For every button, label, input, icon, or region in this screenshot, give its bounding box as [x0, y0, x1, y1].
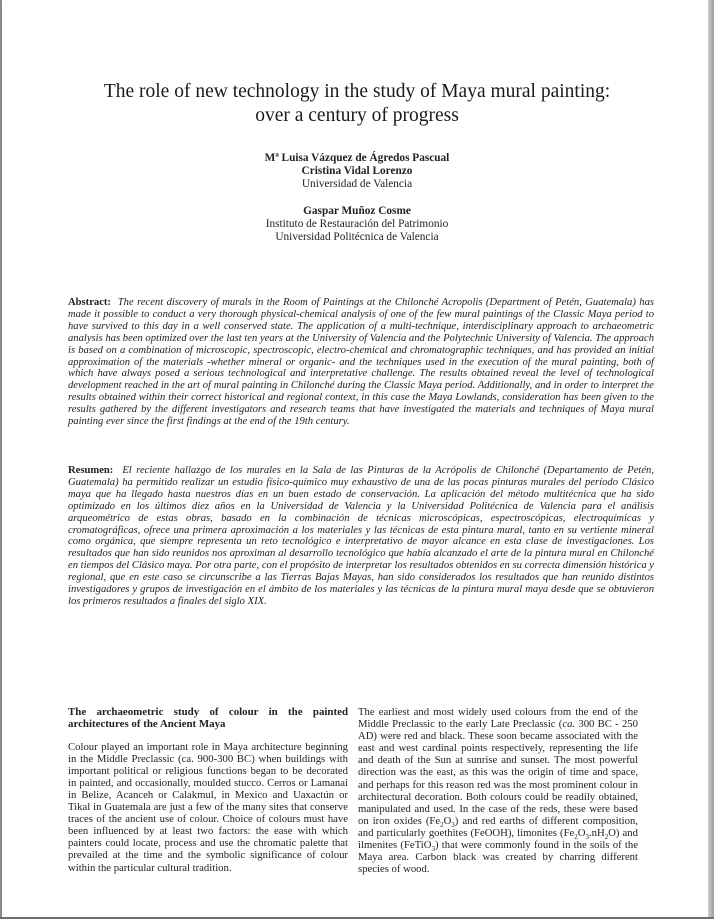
author-name: Cristina Vidal Lorenzo: [301, 165, 413, 178]
abstract-spanish: [68, 465, 654, 608]
text-run: O) and ilmenites (FeTiO: [358, 826, 638, 852]
subscript: 3: [431, 845, 435, 854]
text-run: .nH: [588, 826, 605, 839]
body-paragraph: Colour played an important role in Maya architecture beginning in the Middle Preclassic (ca. 900-300 BC) when buildings with important political or religious functions began to be decorated in painted, and occasionally, moulded stucco. Cerros or Lamanai in Belize, Acanceh or Calakmul, in Mexico and Uaxactún or Tikal in Guatemala are just a few of the many sites that conserve traces of the ancient use of colour. Choice of colours must have been influenced by at least two factors: the ease with which painters could locate, process and use the chromatic palette that prevailed at the time and the symbolic significance of colour within the particular cultural tradition.: [68, 740, 348, 874]
body-paragraph: The earliest and most widely used colours from the end of the Middle Preclassic to the early Late Preclassic (ca. 300 BC - 250 AD) were red and black. These soon became associated with the east and west cardinal points respectively, representing the life and death of the Sun at sunrise and sunset. The most powerful direction was the east, as this was the origin of time and space, and perhaps for this reason red was the most prominent colour in architectural decoration. Both colours could be readily obtained, manipulated and used. In the case of the reds, these were based on iron oxides $(Fe_2O_3)$ and red earths of different composition, and particularly goethites (FeOOH), limonites $(Fe_2O_3.nH_2O)$ and ilmenites (FeTiO$_3$) that were commonly found in the soils of the Maya area. Carbon black was created by charring different species of wood.: [358, 706, 638, 876]
body-column-right: [358, 706, 638, 875]
author-affiliation: Universidad Politécnica de Valencia: [275, 231, 439, 244]
resumen-label: Resumen:: [68, 465, 114, 476]
author-block-valencia: [102, 152, 612, 192]
resumen-text: El reciente hallazgo de los murales en la Sala de las Pinturas de la Acrópolis de Chilonché (Departamento de Petén, Guatemala) ha permitido realizar un estudio físico-químico muy exhaustivo de una de las pocas pinturas murales del período Clásico maya que ha llegado hasta nuestros días en un buen estado de conservación. La aplicación del método multitécnica que ha sido optimizado en los últimos diez años en la Universidad de Valencia y la Universidad Politécnica de Valencia para el análisis arqueométrico de estas obras, basado en la combinación de técnicas microscópicas, espectroscópicas, electroquímicas y cromatográficas, ofrece una primera aproximación a los materiales y las técnicas de esta pintura mural, tanto en su vertiente mineral como orgánica, que siempre representa un reto tecnológico e interpretativo de mayor alcance en esta clase de investigaciones. Los resultados que han sido reunidos nos aproximan al desarrollo tecnológico que había alcanzado el arte de la pintura mural en Chilonché en tiempos del Clásico maya. Por otra parte, con el propósito de interpretar los resultados obtenidos en su correcta dimensión histórica y regional, que en este caso se circunscribe a las Tierras Bajas Mayas, han sido considerados los resultados que han reunido distintos investigadores y grupos de investigación en el ámbito de los materiales y las técnicas de la pintura mural maya desde que se obtuvieron los primeros resultados a finales del siglo XIX.: [68, 465, 654, 607]
subscript: 3: [585, 833, 589, 842]
paper-title: [42, 80, 672, 128]
text-run: ) and red earths of different composition, and particularly goethites (FeOOH), limonites (Fe: [358, 814, 638, 839]
section-heading: The archaeometric study of colour in the painted architectures of the Ancient Maya: [68, 706, 348, 731]
author-affiliation: Instituto de Restauración del Patrimonio: [265, 218, 449, 231]
text-run: The earliest and most widely used colours from the end of the Middle Preclassic to the early Late Preclassic (: [358, 706, 638, 731]
abstract-label: Abstract:: [68, 297, 111, 308]
author-affiliation: Universidad de Valencia: [301, 178, 413, 191]
abstract-english: [68, 297, 654, 428]
title-line-2: over a century of progress: [255, 105, 459, 126]
author-name: Mª Luisa Vázquez de Ágredos Pascual: [264, 152, 450, 164]
author-name: Gaspar Muñoz Cosme: [303, 205, 411, 217]
text-run: ) that were commonly found in the soils of the Maya area. Carbon black was created by charring different species of wood.: [358, 839, 638, 876]
body-column-left: [68, 706, 348, 874]
author-block-upv: [102, 205, 612, 245]
title-line-1: The role of new technology in the study of Maya mural painting:: [103, 81, 611, 102]
text-run-italic: ca.: [562, 718, 576, 731]
document-page: [2, 0, 708, 917]
subscript: 2: [604, 833, 609, 842]
subscript: 2: [574, 833, 578, 842]
subscript: 2: [440, 820, 444, 829]
page-edge-shadow: [708, 0, 714, 919]
text-run: 300 BC - 250 AD) were red and black. These soon became associated with the east and west cardinal points respectively, representing the life and death of the Sun at sunrise and sunset. The most powerful direction was the east, as this was the origin of time and space, and perhaps for this reason red was the most prominent colour in architectural decoration. Both colours could be readily obtained, manipulated and used. In the case of the reds, these were based on iron oxides (Fe: [358, 718, 638, 827]
abstract-text: The recent discovery of murals in the Room of Paintings at the Chilonché Acropolis (Department of Petén, Guatemala) has made it possible to conduct a very thorough physical-chemical analysis of one of the few mural paintings of the Classic Maya period to have survived to this day in a well conserved state. The application of a multi-technique, interdisciplinary approach to archaeometric analysis has been optimized over the last ten years at the University of Valencia and the Polytechnic University of Valencia. The approach is based on a combination of microscopic, spectroscopic, electro-chemical and chromatographic techniques, and has provided an initial approximation of the materials -whether mineral or organic- and the techniques used in the execution of the mural painting, both of which have always posed a serious technological and interpretative challenge. The results obtained reveal the level of technological development reached in the art of mural painting in Chilonché during the Classic Maya period. Additionally, and in order to interpret the results obtained within their correct historical and regional context, in this case the Maya Lowlands, consideration has been given to the results gathered by the different investigators and research teams that have investigated the materials and techniques of Maya mural painting ever since the first findings at the end of the 19th century.: [68, 297, 654, 428]
subscript: 3: [451, 820, 455, 829]
